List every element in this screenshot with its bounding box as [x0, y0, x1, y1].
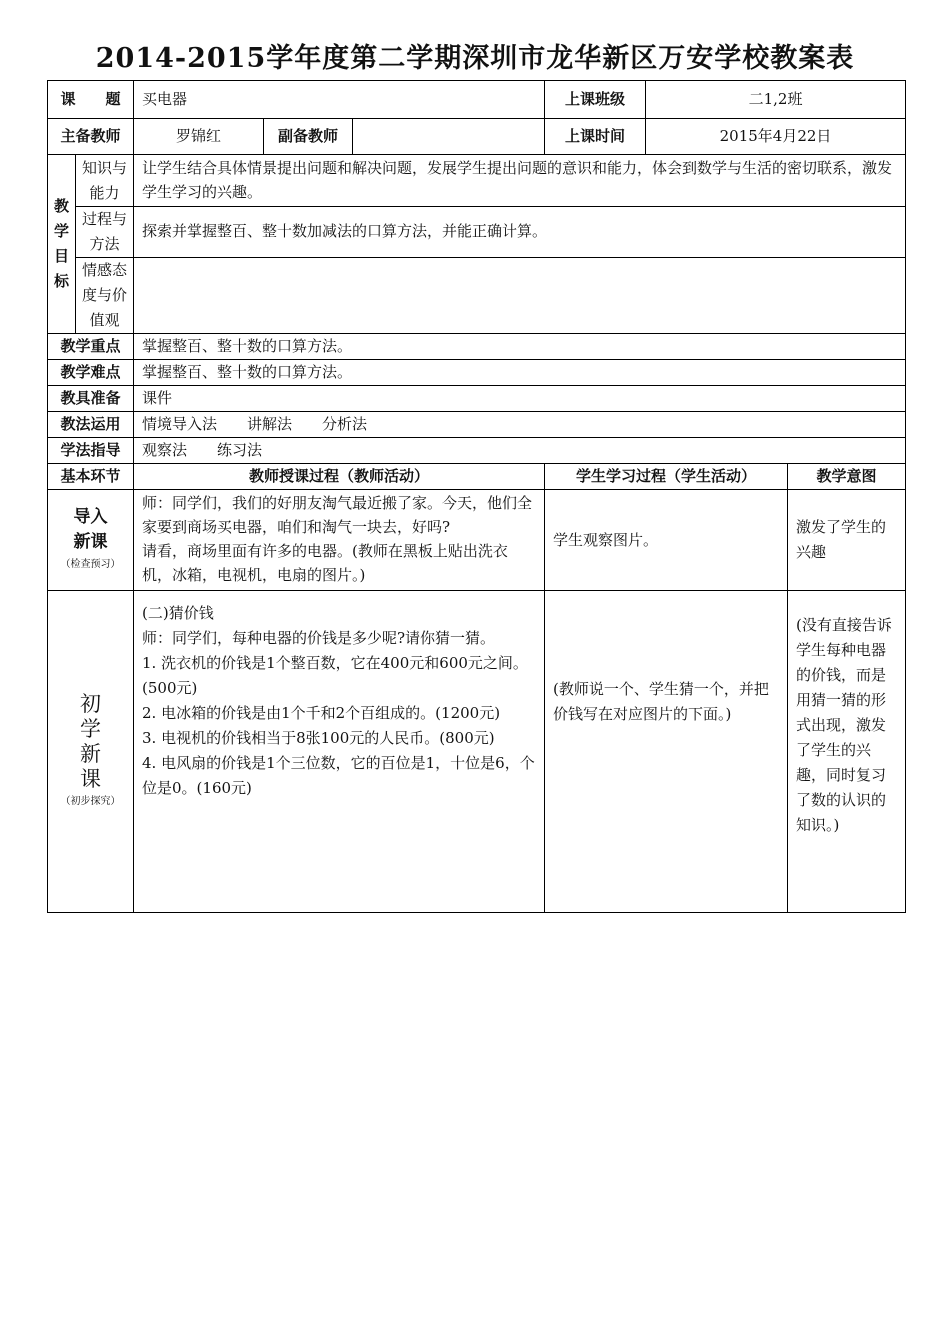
info-row-tools — [48, 386, 906, 412]
stage-header: 基本环节 — [48, 464, 134, 490]
student-activity-explore: (教师说一个、学生猜一个，并把价钱写在对应图片的下面。) — [545, 591, 788, 913]
info-row-methods — [48, 412, 906, 438]
intent-intro: 激发了学生的兴趣 — [788, 490, 906, 591]
process-header-row — [48, 464, 906, 490]
topic-label: 课 题 — [48, 81, 134, 119]
intent-explore: (没有直接告诉学生每种电器的价钱，而是用猜一猜的形式出现，激发了学生的兴趣，同时复习了数的认识的知识。) — [788, 591, 906, 913]
stage-title-intro: 导入 新课 （检查预习） — [48, 490, 134, 591]
topic-value: 买电器 — [134, 81, 545, 119]
info-row-study — [48, 438, 906, 464]
time-label: 上课时间 — [545, 119, 646, 155]
goal-row-knowledge — [48, 155, 906, 207]
stage-row-explore — [48, 591, 906, 913]
goal-text-process: 探索并掌握整百、整十数加减法的口算方法，并能正确计算。 — [134, 207, 906, 258]
goal-text-knowledge: 让学生结合具体情景提出问题和解决问题，发展学生提出问题的意识和能力，体会到数学与生活的密切联系，激发学生学习的兴趣。 — [134, 155, 906, 207]
teacher-activity-header: 教师授课过程（教师活动） — [134, 464, 545, 490]
main-teacher-value: 罗锦红 — [134, 119, 264, 155]
goal-row-process — [48, 207, 906, 258]
goal-row-emotion — [48, 258, 906, 334]
key-point-label: 教学重点 — [48, 334, 134, 360]
intent-header: 教学意图 — [788, 464, 906, 490]
explore-line-fridge: 2. 电冰箱的价钱是由1个千和2个百组成的。(1200元) — [142, 704, 501, 722]
goal-label-knowledge: 知识与能力 — [76, 155, 134, 207]
page-title: 2014-2015学年度第二学期深圳市龙华新区万安学校教案表 — [95, 43, 855, 74]
class-value: 二1,2班 — [646, 81, 906, 119]
explore-line-heading: (二)猜价钱 — [142, 604, 214, 622]
time-value: 2015年4月22日 — [646, 119, 906, 155]
explore-line-tv: 3. 电视机的价钱相当于8张100元的人民币。(800元) — [142, 729, 495, 747]
teacher-row — [48, 119, 906, 155]
study-value: 观察法 练习法 — [134, 438, 906, 464]
tools-label: 教具准备 — [48, 386, 134, 412]
co-teacher-value — [353, 119, 545, 155]
lesson-plan-table — [47, 80, 906, 913]
methods-label: 教法运用 — [48, 412, 134, 438]
tools-value: 课件 — [134, 386, 906, 412]
goal-label-process: 过程与方法 — [76, 207, 134, 258]
co-teacher-label: 副备教师 — [264, 119, 353, 155]
study-label: 学法指导 — [48, 438, 134, 464]
main-teacher-label: 主备教师 — [48, 119, 134, 155]
goal-label-emotion: 情感态度与价值观 — [76, 258, 134, 334]
goal-text-emotion — [134, 258, 906, 334]
key-point-value: 掌握整百、整十数的口算方法。 — [134, 334, 906, 360]
stage-row-intro — [48, 490, 906, 591]
info-row-difficulty — [48, 360, 906, 386]
class-label: 上课班级 — [545, 81, 646, 119]
student-activity-header: 学生学习过程（学生活动） — [545, 464, 788, 490]
explore-line-fan: 4. 电风扇的价钱是1个三位数，它的百位是1，十位是6，个位是0。(160元) — [142, 754, 535, 797]
student-activity-intro: 学生观察图片。 — [545, 490, 788, 591]
info-row-key-point — [48, 334, 906, 360]
explore-line-question: 师：同学们，每种电器的价钱是多少呢?请你猜一猜。 — [142, 629, 496, 647]
teacher-activity-intro: 师：同学们，我们的好朋友淘气最近搬了家。今天，他们全家要到商场买电器，咱们和淘气一块去，好吗? 请看，商场里面有许多的电器。(教师在黑板上贴出洗衣机，冰箱，电视机，电扇的图片。) — [134, 490, 545, 591]
topic-row — [48, 81, 906, 119]
difficulty-value: 掌握整百、整十数的口算方法。 — [134, 360, 906, 386]
difficulty-label: 教学难点 — [48, 360, 134, 386]
goals-label: 教 学 目 标 — [48, 155, 76, 334]
methods-value: 情境导入法 讲解法 分析法 — [134, 412, 906, 438]
teacher-activity-explore — [134, 591, 545, 913]
stage-title-explore: 初 学 新 课 （初步探究） — [48, 591, 134, 913]
explore-line-washer: 1. 洗衣机的价钱是1个整百数，它在400元和600元之间。(500元) — [142, 654, 528, 697]
